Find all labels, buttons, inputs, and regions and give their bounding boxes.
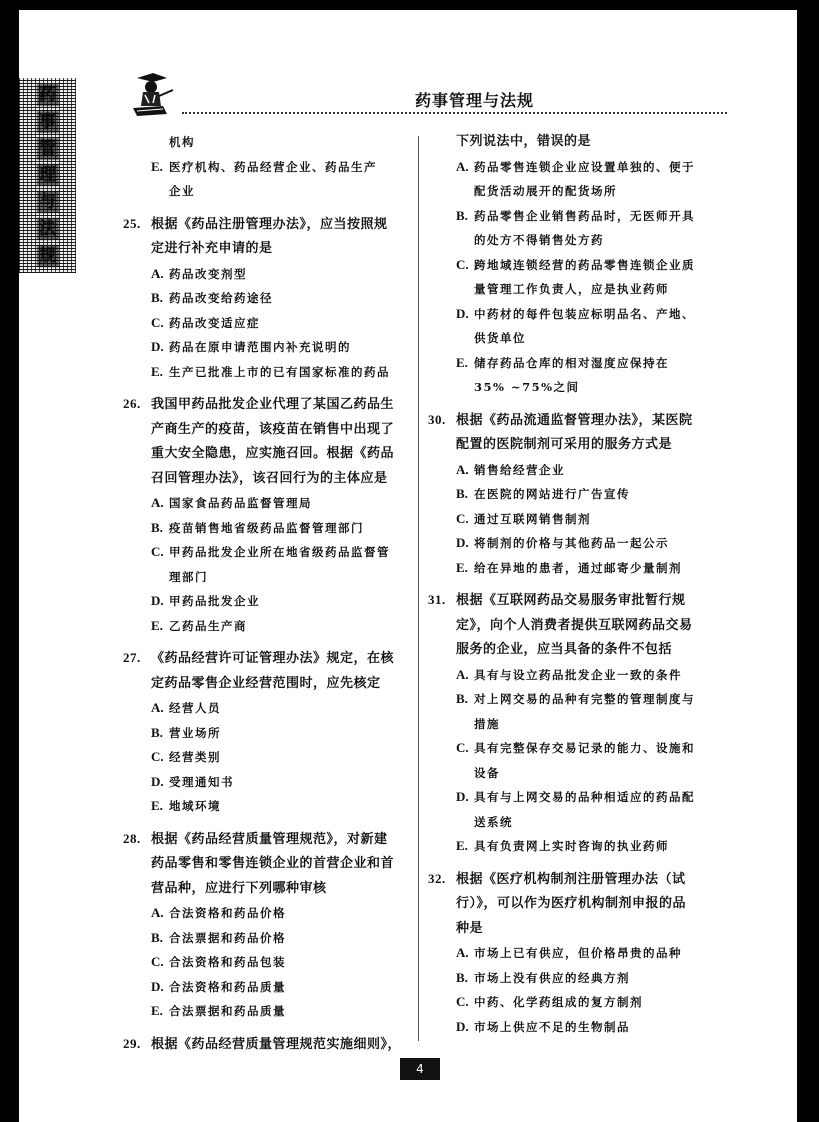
option-line: 配货活动展开的配货场所 [474,184,617,198]
option-c: C. 合法资格和药品包装 [151,954,286,969]
option-a: A. 销售给经营企业 [456,461,565,477]
option-c: C. 药品改变适应症 [151,314,260,330]
question-stem-line: 产商生产的疫苗，该疫苗在销售中出现了 [151,421,395,437]
option-c: C. 中药、化学药组成的复方制剂 [456,994,643,1009]
question-stem: 27. 《药品经营许可证管理办法》规定，在核 [123,650,395,666]
column-divider [418,136,419,1041]
option-a: A. 经营人员 [151,700,221,715]
option-a: A. 药品改变剂型 [151,265,247,281]
option-d: D. 具有与上网交易的品种相适应的药品配 [456,789,695,804]
question-stem: 31. 根据《互联网药品交易服务审批暂行规 [428,592,686,608]
option-d: D. 市场上供应不足的生物制品 [456,1018,630,1034]
question-27 [123,646,413,819]
option-b: B. 营业场所 [151,724,221,740]
question-stem: 30. 根据《药品流通监督管理办法》，某医院 [428,411,693,428]
page-number: 4 [400,1058,440,1080]
question-32 [428,867,728,1040]
side-tab-char: 与 [37,191,59,213]
question-stem: 32. 根据《医疗机构制剂注册管理办法（试 [428,870,686,887]
option-b: B. 药品零售企业销售药品时，无医师开具 [456,207,695,223]
question-stem-line: 召回管理办法》，该召回行为的主体应是 [151,470,388,486]
question-31 [428,588,728,859]
option-line: 措施 [474,716,500,731]
option-e: E. 合法票据和药品质量 [151,1003,286,1018]
option-d: D. 合法资格和药品质量 [151,978,286,994]
question-stem-line: 定药品零售企业经营范围时，应先核定 [151,675,381,691]
question-30 [428,408,728,581]
option-c: C. 甲药品批发企业所在地省级药品监督管 [151,544,390,559]
option-line: 35% ~75%之间 [474,380,580,394]
option-a: A. 市场上已有供应，但价格昂贵的品种 [456,945,682,960]
option-line: 的处方不得销售处方药 [474,233,604,247]
option-line: 企业 [169,184,195,198]
side-tab-char: 药 [37,84,59,106]
question-stem: 26. 我国甲药品批发企业代理了某国乙药品生 [123,396,395,412]
option-e: E. 给在异地的患者，通过邮寄少量制剂 [456,559,682,575]
option-b: B. 在医院的网站进行广告宣传 [456,486,630,501]
running-header [127,70,727,120]
side-tab-char: 法 [37,218,59,240]
option-line: 设备 [474,765,500,780]
question-stem-line: 配置的医院制剂可采用的服务方式是 [456,437,673,452]
option-e: E. 地域环境 [151,798,221,813]
side-tab-char: 规 [37,245,59,267]
option-a: A. 药品零售连锁企业应设置单独的、便于 [456,158,695,174]
side-tab-char: 事 [37,111,59,133]
question-stem: 29. 根据《药品经营质量管理规范实施细则》， [123,1035,402,1052]
option-d: D. 将制剂的价格与其他药品一起公示 [456,535,669,550]
option-e: E. 储存药品仓库的相对湿度应保持在 [456,354,669,370]
left-column [123,130,413,1065]
option-c: C. 跨地域连锁经营的药品零售连锁企业质 [456,256,695,272]
question-29 [123,1032,413,1058]
option-b: B. 药品改变给药途径 [151,290,273,305]
option-line: 理部门 [169,569,208,584]
question-stem-line: 定进行补充申请的是 [151,241,273,256]
option-b: B. 合法票据和药品价格 [151,929,286,945]
option-e: E. 乙药品生产商 [151,617,247,633]
question-stem-line: 行）》，可以作为医疗机构制剂申报的品 [456,896,687,911]
option-b: B. 疫苗销售地省级药品监督管理部门 [151,519,364,535]
option-d: D. 受理通知书 [151,773,234,789]
option-a: A. 国家食品药品监督管理局 [151,495,312,510]
option-line: 量管理工作负责人，应是执业药师 [474,282,669,296]
question-stem: 28. 根据《药品经营质量管理规范》，对新建 [123,830,388,847]
question-stem-line: 药品零售和零售连锁企业的首营企业和首 [151,856,395,871]
question-26 [123,392,413,638]
question-stem-line: 种是 [456,920,484,936]
right-column [428,130,728,1047]
option-c: C. 经营类别 [151,749,221,764]
question-stem-line: 下列说法中，错误的是 [456,134,592,149]
option-c: C. 通过互联网销售制剂 [456,510,591,526]
question-stem-line: 服务的企业，应当具备的条件不包括 [456,642,673,657]
side-tab-char: 管 [37,138,59,160]
option-d: D. 药品在原申请范围内补充说明的 [151,339,351,354]
option-line: 供货单位 [474,331,526,345]
option-c: C. 具有完整保存交易记录的能力、设施和 [456,740,695,755]
question-28 [123,827,413,1024]
question-stem-line: 营品种，应进行下列哪种审核 [151,880,327,896]
option-a: A. 具有与设立药品批发企业一致的条件 [456,666,682,682]
book-page [19,10,797,1122]
option: E. 医疗机构、药品经营企业、药品生产 [151,158,377,174]
option-a: A. 合法资格和药品价格 [151,905,286,920]
option-d: D. 中药材的每件包装应标明品名、产地、 [456,305,695,321]
question-25 [123,212,413,385]
header-dotted-rule [182,112,727,114]
option-continuation-text: 机构 [169,135,195,149]
option-e: E. 具有负责网上实时咨询的执业药师 [456,838,669,853]
option-b: B. 市场上没有供应的经典方剂 [456,969,630,985]
question-stem: 25. 根据《药品注册管理办法》，应当按照规 [123,215,388,232]
option-line: 送系统 [474,814,513,829]
side-tab-char: 理 [37,164,59,186]
question-stem-line: 重大安全隐患，应实施召回。根据《药品 [151,446,395,461]
option-e: E. 生产已批准上市的已有国家标准的药品 [151,363,390,379]
side-thumb-tab [19,78,76,273]
header-title: 药事管理与法规 [414,91,534,110]
question-29-continuation [428,130,728,400]
question-continuation [123,130,413,204]
question-stem-line: 定》，向个人消费者提供互联网药品交易 [456,617,693,633]
option-b: B. 对上网交易的品种有完整的管理制度与 [456,691,695,706]
option-d: D. 甲药品批发企业 [151,593,260,608]
